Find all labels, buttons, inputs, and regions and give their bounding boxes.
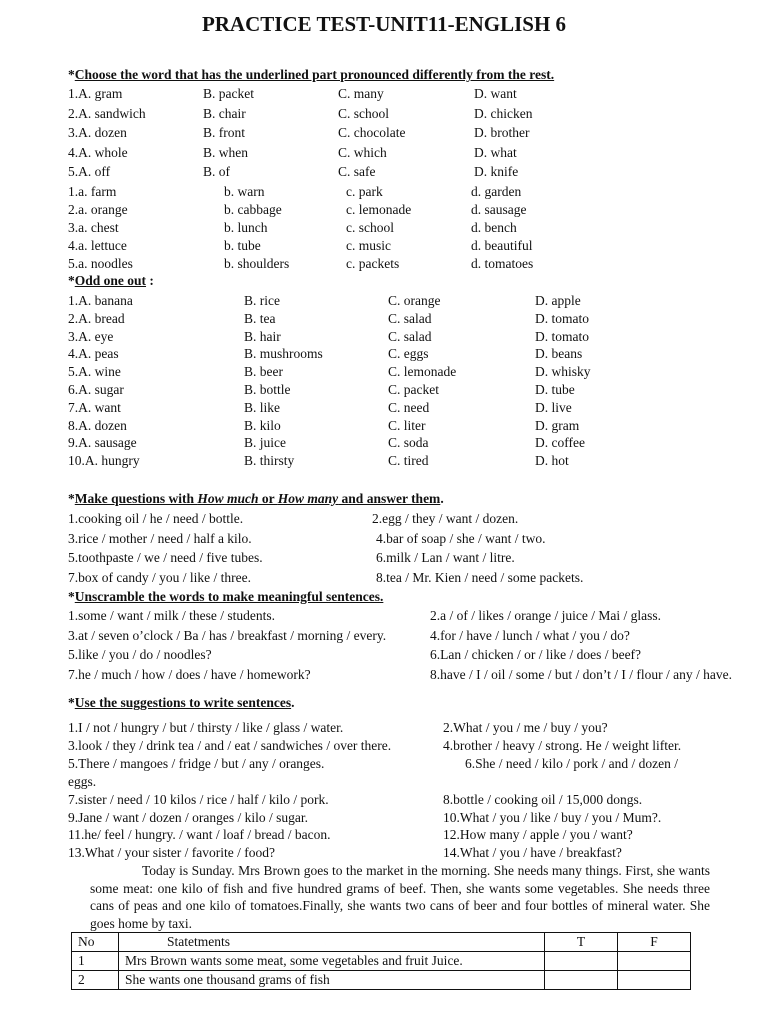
- exercise-item: 14.What / you / have / breakfast?: [443, 845, 622, 861]
- section1-heading: *Choose the word that has the underlined part pronounced differently from the rest.: [68, 67, 555, 82]
- answer-option: C. school: [338, 105, 390, 121]
- answer-option: c. packets: [346, 256, 400, 271]
- answer-option: C. salad: [388, 310, 432, 326]
- answer-option: 9.A. sausage: [68, 435, 137, 451]
- answer-option: 1.A. banana: [68, 293, 133, 308]
- table-row: [72, 952, 691, 971]
- answer-option: D. beans: [535, 346, 583, 362]
- answer-option: B. mushrooms: [244, 346, 323, 362]
- header-statements: Statetments: [119, 933, 545, 952]
- exercise-item: 2.What / you / me / buy / you?: [443, 720, 608, 735]
- exercise-item: 1.some / want / milk / these / students.: [68, 608, 275, 623]
- answer-option: D. knife: [474, 164, 519, 179]
- row-true-cell[interactable]: [545, 952, 618, 971]
- section5-heading: *Use the suggestions to write sentences.: [68, 695, 295, 710]
- answer-option: B. like: [244, 399, 280, 415]
- exercise-item: 4.for / have / lunch / what / you / do?: [430, 627, 630, 643]
- answer-option: 5.A. wine: [68, 364, 121, 380]
- row-statement: She wants one thousand grams of fish: [119, 971, 545, 990]
- answer-option: C. soda: [388, 435, 429, 451]
- exercise-item: 5.toothpaste / we / need / five tubes.: [68, 550, 263, 565]
- answer-option: D. gram: [535, 417, 580, 433]
- answer-option: C. tired: [388, 453, 429, 469]
- answer-option: 3.A. eye: [68, 328, 114, 344]
- answer-option: D. tomato: [535, 310, 589, 326]
- exercise-item: 1.I / not / hungry / but / thirsty / like / glass / water.: [68, 720, 344, 735]
- answer-option: 3.a. chest: [68, 220, 119, 235]
- answer-option: d. tomatoes: [471, 256, 534, 271]
- answer-option: C. which: [338, 144, 387, 160]
- answer-option: b. warn: [224, 184, 265, 199]
- answer-option: 4.A. whole: [68, 144, 128, 160]
- answer-option: c. lemonade: [346, 202, 412, 217]
- answer-option: 2.a. orange: [68, 202, 128, 217]
- exercise-item: 13.What / your sister / favorite / food?: [68, 845, 275, 861]
- answer-option: B. thirsty: [244, 453, 295, 469]
- answer-option: B. chair: [203, 105, 246, 121]
- header-no: No: [72, 933, 119, 952]
- answer-option: D. whisky: [535, 364, 591, 380]
- exercise-item: 8.have / I / oil / some / but / don’t / I / flour / any / have.: [430, 666, 732, 682]
- answer-option: D. tube: [535, 382, 575, 397]
- exercise-item: 6.She / need / kilo / pork / and / dozen /: [465, 755, 678, 771]
- exercise-item: 7.box of candy / you / like / three.: [68, 569, 251, 585]
- answer-option: c. school: [346, 220, 394, 235]
- exercise-item: 5.like / you / do / noodles?: [68, 647, 212, 662]
- answer-option: C. lemonade: [388, 364, 457, 380]
- exercise-item: 7.he / much / how / does / have / homework?: [68, 666, 311, 682]
- exercise-item: 9.Jane / want / dozen / oranges / kilo / sugar.: [68, 809, 308, 825]
- answer-option: C. many: [338, 86, 384, 101]
- answer-option: B. packet: [203, 86, 254, 101]
- answer-option: 5.A. off: [68, 164, 111, 179]
- exercise-item: 10.What / you / like / buy / you / Mum?.: [443, 809, 662, 825]
- exercise-item: 5.There / mangoes / fridge / but / any / oranges.: [68, 755, 325, 771]
- answer-option: B. when: [203, 144, 248, 160]
- answer-option: D. apple: [535, 293, 581, 308]
- exercise-item: 1.cooking oil / he / need / bottle.: [68, 511, 244, 526]
- exercise-item: 4.brother / heavy / strong. He / weight lifter.: [443, 737, 682, 753]
- exercise-item: 3.look / they / drink tea / and / eat / sandwiches / over there.: [68, 737, 392, 753]
- section2-heading: *Odd one out :: [68, 273, 154, 288]
- answer-option: d. garden: [471, 184, 522, 199]
- answer-option: C. chocolate: [338, 125, 406, 140]
- answer-option: D. tomato: [535, 328, 589, 344]
- answer-option: 4.a. lettuce: [68, 238, 127, 253]
- header-false: F: [618, 933, 691, 952]
- row-no: 2: [72, 971, 119, 990]
- header-true: T: [545, 933, 618, 952]
- row-statement: Mrs Brown wants some meat, some vegetables and fruit Juice.: [119, 952, 545, 971]
- exercise-item: 2.a / of / likes / orange / juice / Mai / glass.: [430, 608, 661, 623]
- row-false-cell[interactable]: [618, 971, 691, 990]
- answer-option: D. what: [474, 144, 517, 160]
- answer-option: D. brother: [474, 125, 530, 140]
- exercise-item: 8.tea / Mr. Kien / need / some packets.: [376, 569, 584, 585]
- answer-option: B. juice: [244, 435, 286, 451]
- answer-option: 8.A. dozen: [68, 417, 127, 433]
- answer-option: C. eggs: [388, 346, 429, 362]
- answer-option: d. sausage: [471, 202, 527, 217]
- exercise-item: 6.Lan / chicken / or / like / does / beef?: [430, 647, 642, 662]
- answer-option: D. want: [474, 86, 517, 101]
- answer-option: B. of: [203, 164, 230, 179]
- answer-option: b. tube: [224, 238, 261, 253]
- exercise-item: 3.rice / mother / need / half a kilo.: [68, 530, 252, 546]
- page-title: PRACTICE TEST-UNIT11-ENGLISH 6: [201, 12, 567, 36]
- row-true-cell[interactable]: [545, 971, 618, 990]
- exercise-item: eggs.: [68, 773, 97, 789]
- answer-option: b. shoulders: [224, 256, 290, 271]
- answer-option: B. tea: [244, 310, 276, 326]
- exercise-item: 4.bar of soap / she / want / two.: [376, 530, 546, 546]
- exercise-item: 3.at / seven o’clock / Ba / has / breakfast / morning / every.: [68, 627, 387, 643]
- answer-option: C. salad: [388, 328, 432, 344]
- answer-option: 4.A. peas: [68, 346, 119, 362]
- answer-option: D. chicken: [474, 105, 533, 121]
- answer-option: B. front: [203, 125, 245, 140]
- answer-option: C. orange: [388, 293, 441, 308]
- table-header-row: [72, 933, 691, 952]
- answer-option: b. lunch: [224, 220, 268, 235]
- answer-option: D. live: [535, 399, 572, 415]
- table-row: [72, 971, 691, 990]
- answer-option: C. liter: [388, 417, 426, 433]
- answer-option: 2.A. sandwich: [68, 105, 146, 121]
- answer-option: B. beer: [244, 364, 283, 380]
- answer-option: D. coffee: [535, 435, 585, 451]
- true-false-table: [71, 932, 691, 990]
- answer-option: B. bottle: [244, 382, 291, 397]
- answer-option: d. bench: [471, 220, 517, 235]
- answer-option: 2.A. bread: [68, 310, 125, 326]
- answer-option: 7.A. want: [68, 399, 121, 415]
- answer-option: d. beautiful: [471, 238, 533, 253]
- answer-option: c. park: [346, 184, 383, 199]
- exercise-item: 6.milk / Lan / want / litre.: [376, 550, 515, 565]
- answer-option: 3.A. dozen: [68, 125, 127, 140]
- exercise-item: 7.sister / need / 10 kilos / rice / half / kilo / pork.: [68, 791, 329, 807]
- answer-option: B. kilo: [244, 417, 281, 433]
- answer-option: 5.a. noodles: [68, 256, 133, 271]
- answer-option: 10.A. hungry: [68, 453, 140, 469]
- section3-heading: *Make questions with How much or How many and answer them.: [68, 491, 444, 506]
- answer-option: c. music: [346, 238, 391, 253]
- answer-option: C. safe: [338, 164, 376, 179]
- answer-option: B. rice: [244, 293, 280, 308]
- reading-passage: Today is Sunday. Mrs Brown goes to the market in the morning. She needs many things. First, she wants some meat: one kilo of fish and five hundred grams of beef. Then, she wants some vegetables. She needs three cans of peas and one kilo of tomatoes.Finally, she wants two cans of beer and four bottles of mineral water. She goes home by taxi.: [90, 863, 710, 931]
- answer-option: 6.A. sugar: [68, 382, 124, 397]
- answer-option: C. need: [388, 399, 430, 415]
- exercise-item: 11.he/ feel / hungry. / want / loaf / bread / bacon.: [68, 827, 331, 843]
- answer-option: 1.A. gram: [68, 86, 123, 101]
- answer-option: 1.a. farm: [68, 184, 117, 199]
- row-false-cell[interactable]: [618, 952, 691, 971]
- section4-heading: *Unscramble the words to make meaningful sentences.: [68, 589, 384, 604]
- answer-option: C. packet: [388, 382, 439, 397]
- answer-option: D. hot: [535, 453, 569, 469]
- row-no: 1: [72, 952, 119, 971]
- answer-option: B. hair: [244, 328, 281, 344]
- exercise-item: 12.How many / apple / you / want?: [443, 827, 633, 843]
- exercise-item: 8.bottle / cooking oil / 15,000 dongs.: [443, 791, 643, 807]
- answer-option: b. cabbage: [224, 202, 282, 217]
- exercise-item: 2.egg / they / want / dozen.: [372, 511, 519, 526]
